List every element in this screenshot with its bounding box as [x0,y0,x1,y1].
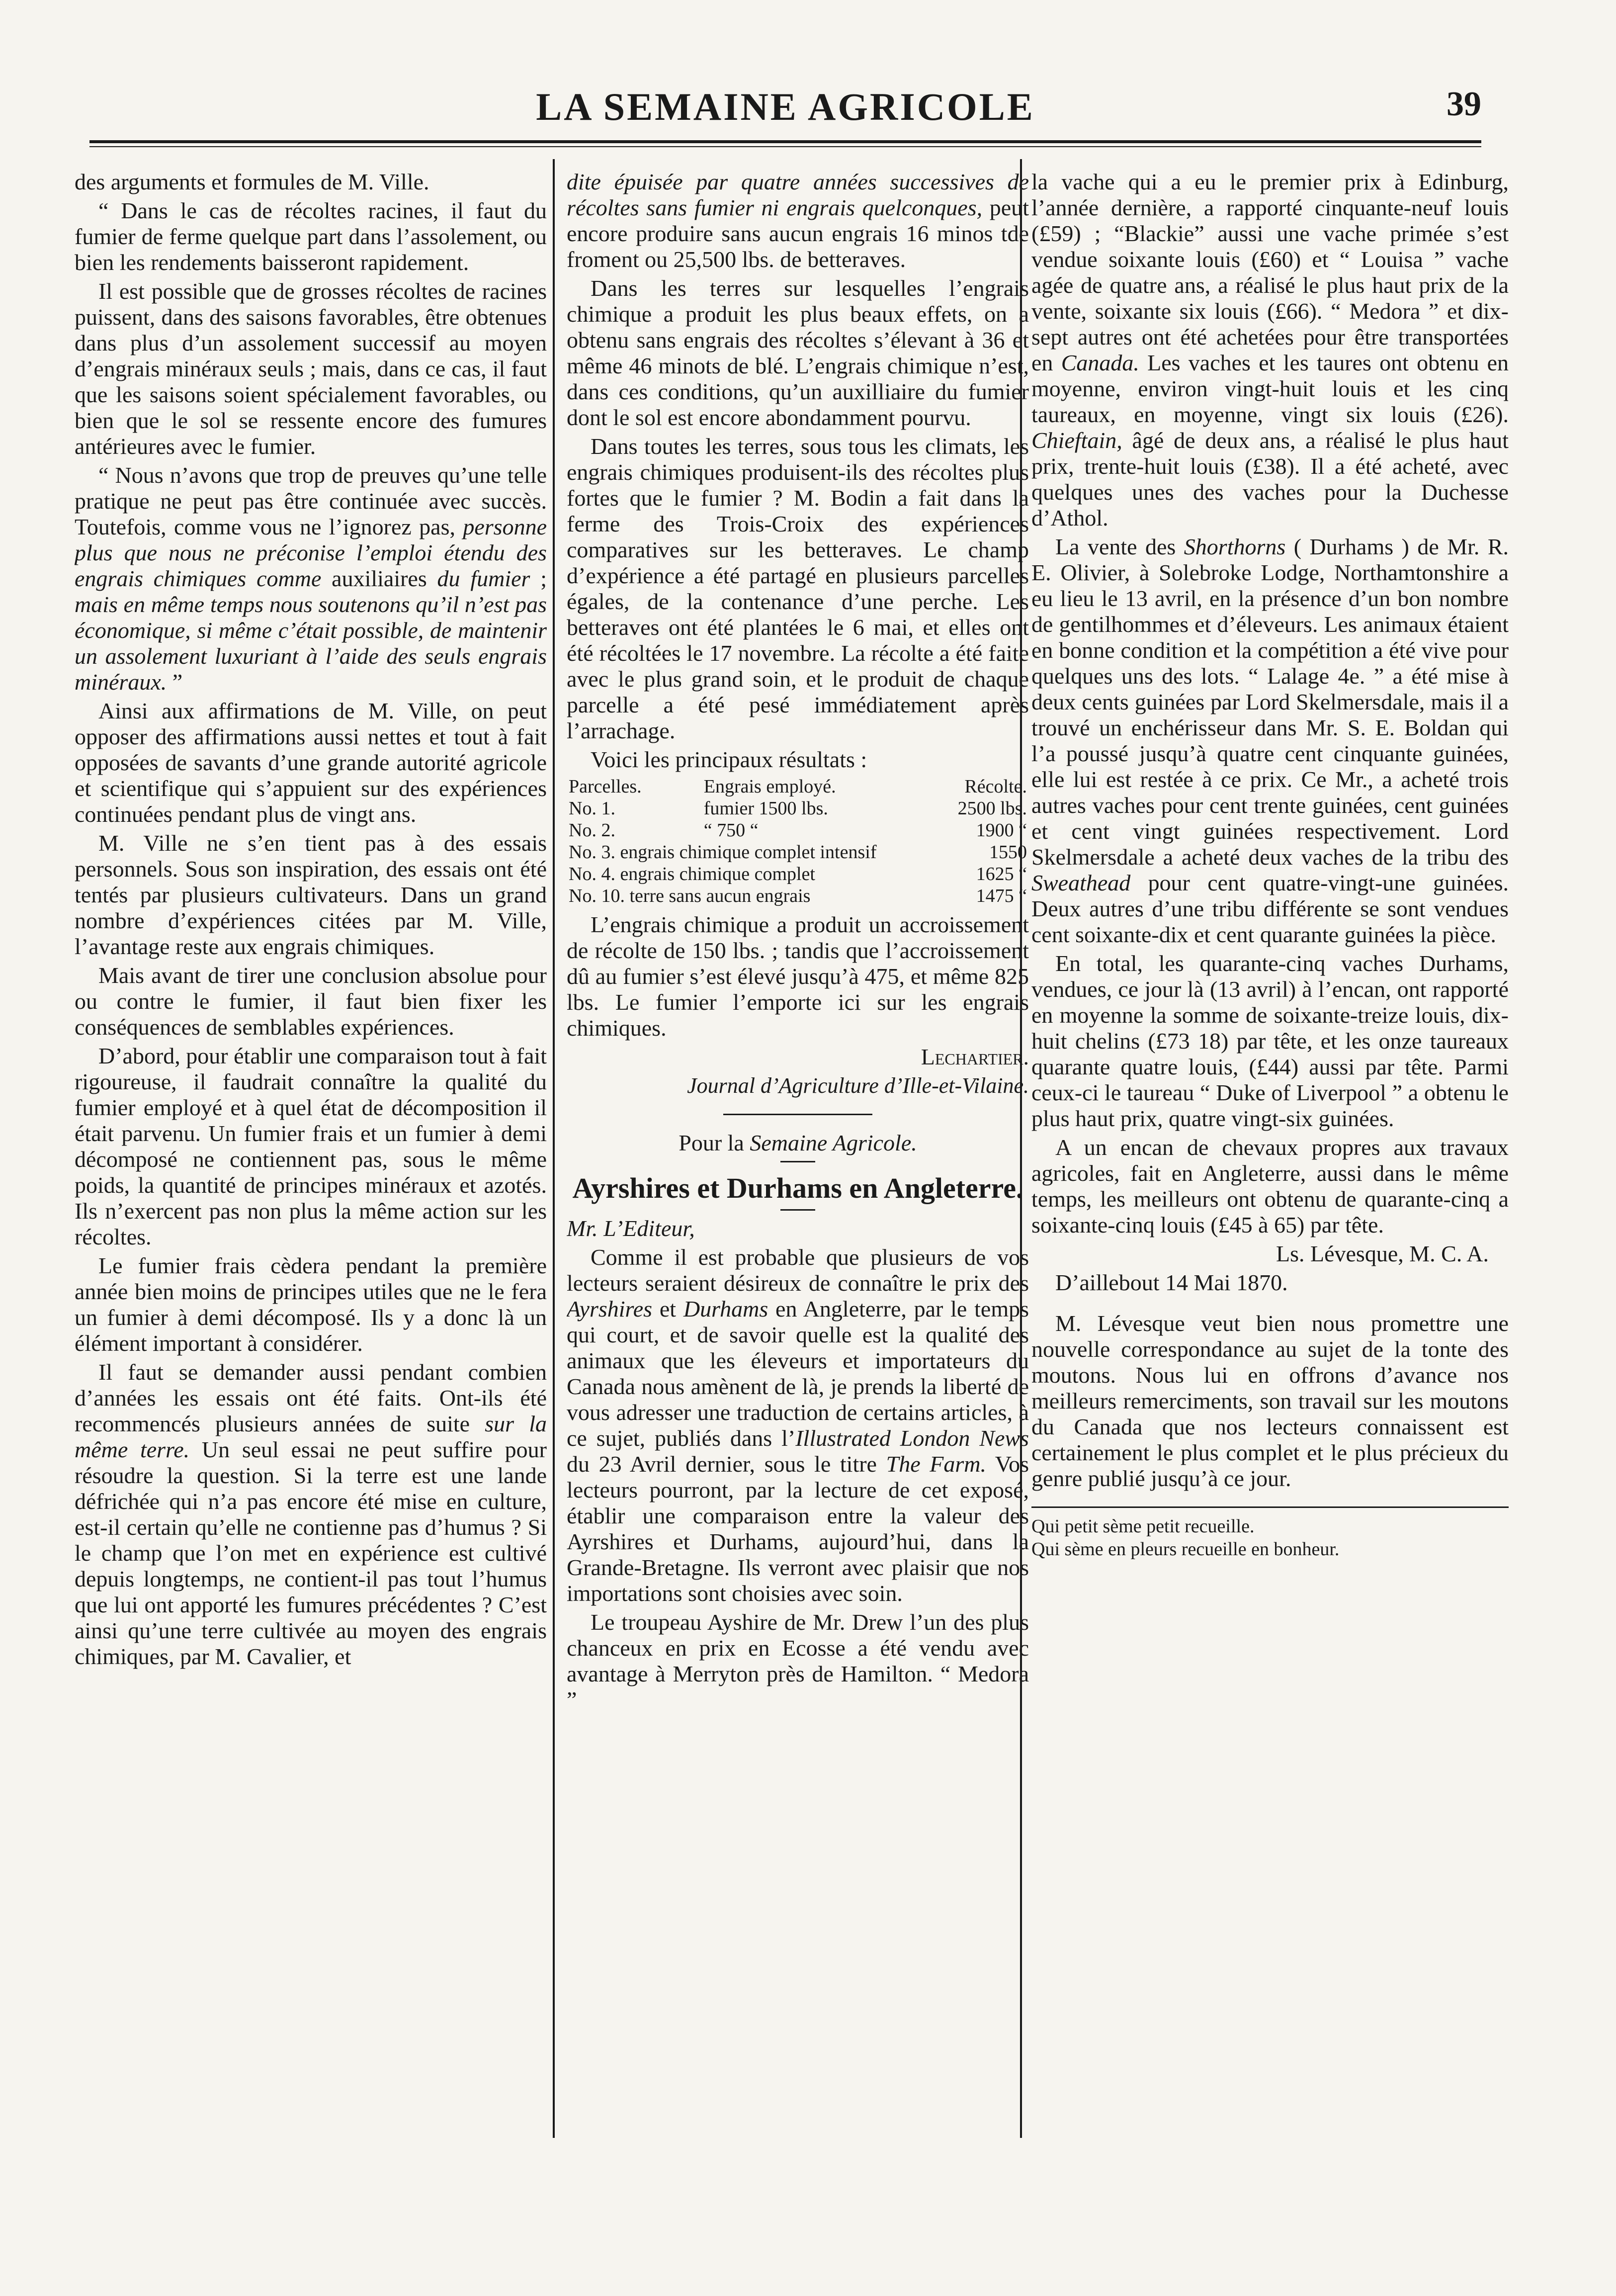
italic-run: du fumier [437,566,530,591]
text-run: en Angleterre, par le temps qui court, et de savoir quelle est la qualité des animaux que les éleveurs et importateurs du Canada nous amènent de là, je prends la liberté de vous adresser une traduction de certains articles, à ce sujet, publiés dans l’ [567,1296,1029,1451]
text-run: Pour la [679,1130,750,1155]
italic-run: Canada. [1061,350,1139,375]
paragraph: Le fumier frais cèdera pendant la première année bien moins de principes utiles que ne le fera un fumier à demi décomposé. Ils y a donc là un élément important à considérer. [75,1253,547,1356]
table-cell: No. 3. engrais chimique complet intensif [569,842,877,863]
table-cell: No. 2. [569,820,615,841]
paragraph: Voici les principaux résultats : [591,747,867,772]
text-run: Les vaches et les taures ont obtenu en moyenne, environ vingt-huit louis et les cinq taureaux, en moyenne, vingt six louis (£26). [1031,350,1509,427]
italic-run: sur la même terre. [75,1411,547,1462]
text-run: ; [530,566,547,591]
table-cell: 2500 lbs. [957,798,1027,819]
paragraph [1031,534,1509,948]
italic-run: mais en même temps nous soutenons qu’il n’est pas économique, si même c’était possible, de maintenir un assolement luxuriant à l’aide des seuls engrais minéraux. [75,592,547,695]
table-cell: No. 1. [569,798,615,819]
text-run: “ Nous n’avons que trop de preuves qu’une telle pratique ne peut pas être continuée avec succès. Toutefois, comme vous ne l’ignorez pas, [75,462,547,539]
table-cell: fumier 1500 lbs. [703,798,828,819]
table-header-row [567,776,1029,797]
table-cell: 1550 [989,842,1027,863]
column-3 [1031,169,1509,2158]
italic-run: dite épuisée par quatre années successives de récoltes sans fumier ni engrais quelconques, [567,169,1029,220]
text-run: Il faut se demander aussi pendant combien d’années les essais ont été faits. Ont-ils été recommencés plusieurs années de suite [75,1359,547,1436]
table-row [567,863,1029,885]
running-title: LA SEMAINE AGRICOLE [536,85,1035,128]
column-divider [553,159,555,2138]
italic-run: Shorthorns [1184,534,1286,559]
article-title: Ayrshires et Durhams en Angleterre. [572,1172,1023,1204]
table-cell: 1625 “ [976,864,1027,884]
paragraph [1031,169,1509,531]
paragraph: “ Dans le cas de récoltes racines, il faut du fumier de ferme quelque part dans l’assolement, ou bien les rendements baisseront rapidement. [75,198,547,275]
paragraph: Dans toutes les terres, sous tous les climats, les engrais chimiques produisent-ils des récoltes plus fortes que le fumier ? M. Bodin a fait dans la ferme des Trois-Croix des expériences comparatives sur les betteraves. Le champ d’expérience a été partagé en plusieurs parcelles égales, de la contenance d’une perche. Les betteraves ont été plantées le 6 mai, et elles ont été récoltées le 17 novembre. La récolte a été faite avec le plus grand soin, et le produit de chaque parcelle a été pesé immédiatement après l’arrachage. [567,434,1029,743]
italic-run: Sweathead [1031,870,1131,895]
italic-run: personne plus que nous ne préconise l’emploi étendu des engrais chimiques comme [75,514,547,591]
italic-run: Ayrshires [567,1296,653,1322]
table-header: Parcelles. [569,776,642,797]
paragraph: des arguments et formules de M. Ville. [75,169,429,194]
source-journal: Journal d’Agriculture d’Ille-et-Vilaine. [687,1073,1029,1098]
paragraph: Dans les terres sur lesquelles l’engrais chimique a produit les plus beaux effets, on a obtenu sans engrais des récoltes s’élevant à 36 et même 46 minots de blé. L’engrais chimique n’est, dans ces conditions, qu’un auxilliaire du fumier dont le sol est encore abondamment pourvu. [567,275,1029,430]
section-kicker [567,1130,1029,1156]
column-2 [567,169,1029,2158]
paragraph: Il est possible que de grosses récoltes de racines puissent, dans des saisons favorables, être obtenues dans plus d’un assolement successif au moyen d’engrais minéraux seuls ; mais, dans ce cas, il faut que les saisons soient spécialement favorables, ou bien que le sol se ressente encore des fumures antérieures avec le fumier. [75,278,547,459]
table-cell: “ 750 “ [703,820,759,841]
short-divider [780,1161,815,1162]
text-run: Vos lecteurs pourront, par la lecture de cet exposé, établir une comparaison entre la valeur des Ayrshires et Durhams, aujourd’hui, dans la Grande-Bretagne. Ils verront avec plaisir que nos importations sont choisies avec soin. [567,1451,1029,1606]
text-run: Comme il est probable que plusieurs de vos lecteurs seraient désireux de connaître le prix des [567,1244,1029,1296]
dateline: D’aillebout 14 Mai 1870. [1055,1270,1288,1295]
table-row [567,819,1029,841]
text-run: ” [167,669,183,695]
paragraph: Ainsi aux affirmations de M. Ville, on peut opposer des affirmations aussi nettes et tout à fait opposées de savants d’une grande autorité agricole et scientifique qui s’appuient sur des expériences continuées pendant plus de vingt ans. [75,698,547,827]
header-rule [89,140,1481,147]
text-run: la vache qui a eu le premier prix à Edinburg, l’année dernière, a rapporté cinquante-neuf louis (£59) ; “Blackie” aussi une vache primée s’est vendue soixante louis (£60) et “ Louisa ” vache agée de quatre ans, a réalisé le plus haut prix de la vente, soixante six louis (£66). “ Medora ” et dix-sept autres ont été achetées pour être transportées en [1031,169,1509,375]
results-table [567,776,1029,907]
paragraph: M. Lévesque veut bien nous promettre une nouvelle correspondance au sujet de la tonte des moutons. Nous lui en offrons d’avance nos meilleurs remerciments, son travail sur les moutons du Canada que nos lecteurs connaissent est certainement le plus complet et le plus précieux du genre publié jusqu’à ce jour. [1031,1311,1509,1491]
table-row [567,885,1029,907]
paragraph: Le troupeau Ayshire de Mr. Drew l’un des plus chanceux en prix en Ecosse a été vendu avec avantage à Merryton près de Hamilton. “ Medora ” [567,1609,1029,1712]
salutation: Mr. L’Editeur, [567,1216,695,1241]
table-row [567,797,1029,819]
text-run: auxiliaires [321,566,437,591]
paragraph: M. Ville ne s’en tient pas à des essais personnels. Sous son inspiration, des essais ont été tentés par plusieurs cultivateurs. Dans un grand nombre d’expériences citées par M. Ville, l’avantage reste aux engrais chimiques. [75,830,547,959]
text-run: ( Durhams ) de Mr. R. E. Olivier, à Solebroke Lodge, Northamtonshire a eu lieu le 13 avril, en la présence d’un bon nombre de gentilhommes et d’éleveurs. Les animaux étaient en bonne condition et la compétition a été vive pour quelques uns des lots. “ Lalage 4e. ” a été mise à deux cents guinées par Lord Skelmersdale, mais il a trouvé un enchérisseur dans Mr. S. E. Boldan qui l’a poussé jusqu’à quatre cent cinquante guinées, elle lui est restée à ce prix. Ce Mr., a acheté trois autres vaches pour cent trente guinées, cent guinées et cent vingt guinées respectivement. Lord Skelmersdale a acheté deux vaches de la tribu des [1031,534,1509,870]
paragraph [75,1359,547,1670]
short-divider [780,1209,815,1211]
text-run: pour cent quatre-vingt-une guinées. Deux autres d’une tribu différente se sont vendues cent soixante-dix et cent quarante guinées la pièce. [1031,870,1509,947]
paragraph [75,462,547,695]
author-signature: Ls. Lévesque, M. C. A. [1276,1241,1489,1266]
paragraph [567,169,1029,272]
column-1 [75,169,547,2158]
proverb: Qui sème en pleurs recueille en bonheur. [1031,1539,1340,1560]
italic-run: Illustrated London News [795,1425,1029,1451]
italic-run: The Farm. [886,1451,986,1477]
table-cell: 1900 “ [976,820,1027,841]
proverb: Qui petit sème petit recueille. [1031,1516,1255,1537]
italic-run: Durhams [683,1296,768,1322]
table-header: Engrais employé. [703,776,836,797]
text-run: Un seul essai ne peut suffire pour résoudre la question. Si la terre est une lande défrichée qui n’a pas encore été mise en culture, est-il certain qu’elle ne contienne pas d’humus ? Si le champ que l’on met en expérience est cultivé depuis longtemps, ne contient-il pas tout l’humus que lui ont apporté les fumures précédentes ? C’est ainsi qu’une terre cultivée au moyen des engrais chimiques, par M. Cavalier, et [75,1437,547,1669]
section-divider [723,1114,872,1115]
text-run: peut encore produire sans aucun engrais 16 minos tde froment ou 25,500 lbs. de betteraves. [567,195,1029,272]
table-cell: No. 10. terre sans aucun engrais [569,885,811,906]
table-cell: 1475 “ [976,885,1027,906]
text-run: et [652,1296,683,1322]
paragraph: D’abord, pour établir une comparaison tout à fait rigoureuse, il faudrait connaître la qualité du fumier employé et à quel état de décomposition il était parvenu. Un fumier frais et un fumier à demi décomposé ne contiennent pas, sous le même poids, la quantité de principes minéraux et azotés. Ils n’exercent pas non plus la même action sur les récoltes. [75,1043,547,1249]
text-run: âgé de deux ans, a réalisé le plus haut prix, trente-huit louis (£38). Il a été acheté, avec quelques unes des vaches pour la Duchesse d’Athol. [1031,428,1509,530]
table-row [567,841,1029,863]
paragraph: En total, les quarante-cinq vaches Durhams, vendues, ce jour là (13 avril) à l’encan, ont rapporté en moyenne la somme de soixante-treize louis, dix-huit chelins (£73 18) par tête, et les onze taureaux quarante quatre louis, (£44) aussi par tête. Parmi ceux-ci le taureau “ Duke of Liverpool ” a obtenu le plus haut prix, quatre vingt-six guinées. [1031,951,1509,1131]
paragraph [567,1244,1029,1606]
page-header [89,85,1481,139]
paragraph: A un encan de chevaux propres aux travaux agricoles, fait en Angleterre, aussi dans le même temps, les meilleurs ont obtenu de quarante-cinq a soixante-cinq louis (£45 à 65) par tête. [1031,1135,1509,1237]
table-cell: No. 4. engrais chimique complet [569,864,815,884]
proverbs [1031,1506,1509,1561]
table-header: Récolte. [964,776,1027,797]
page-number: 39 [1446,85,1481,123]
paragraph: L’engrais chimique a produit un accroissement de récolte de 150 lbs. ; tandis que l’accroissement dû au fumier s’est élevé jusqu’à 475, et même 825 lbs. Le fumier l’emporte ici sur les engrais chimiques. [567,912,1029,1041]
author-signature: Lechartier. [921,1044,1029,1069]
text-run: La vente des [1055,534,1184,559]
italic-run: Chieftain, [1031,428,1122,453]
italic-run: Semaine Agricole. [750,1130,917,1155]
text-run: du 23 Avril dernier, sous le titre [567,1451,886,1477]
paragraph: Mais avant de tirer une conclusion absolue pour ou contre le fumier, il faut bien fixer les conséquences de semblables expériences. [75,963,547,1040]
